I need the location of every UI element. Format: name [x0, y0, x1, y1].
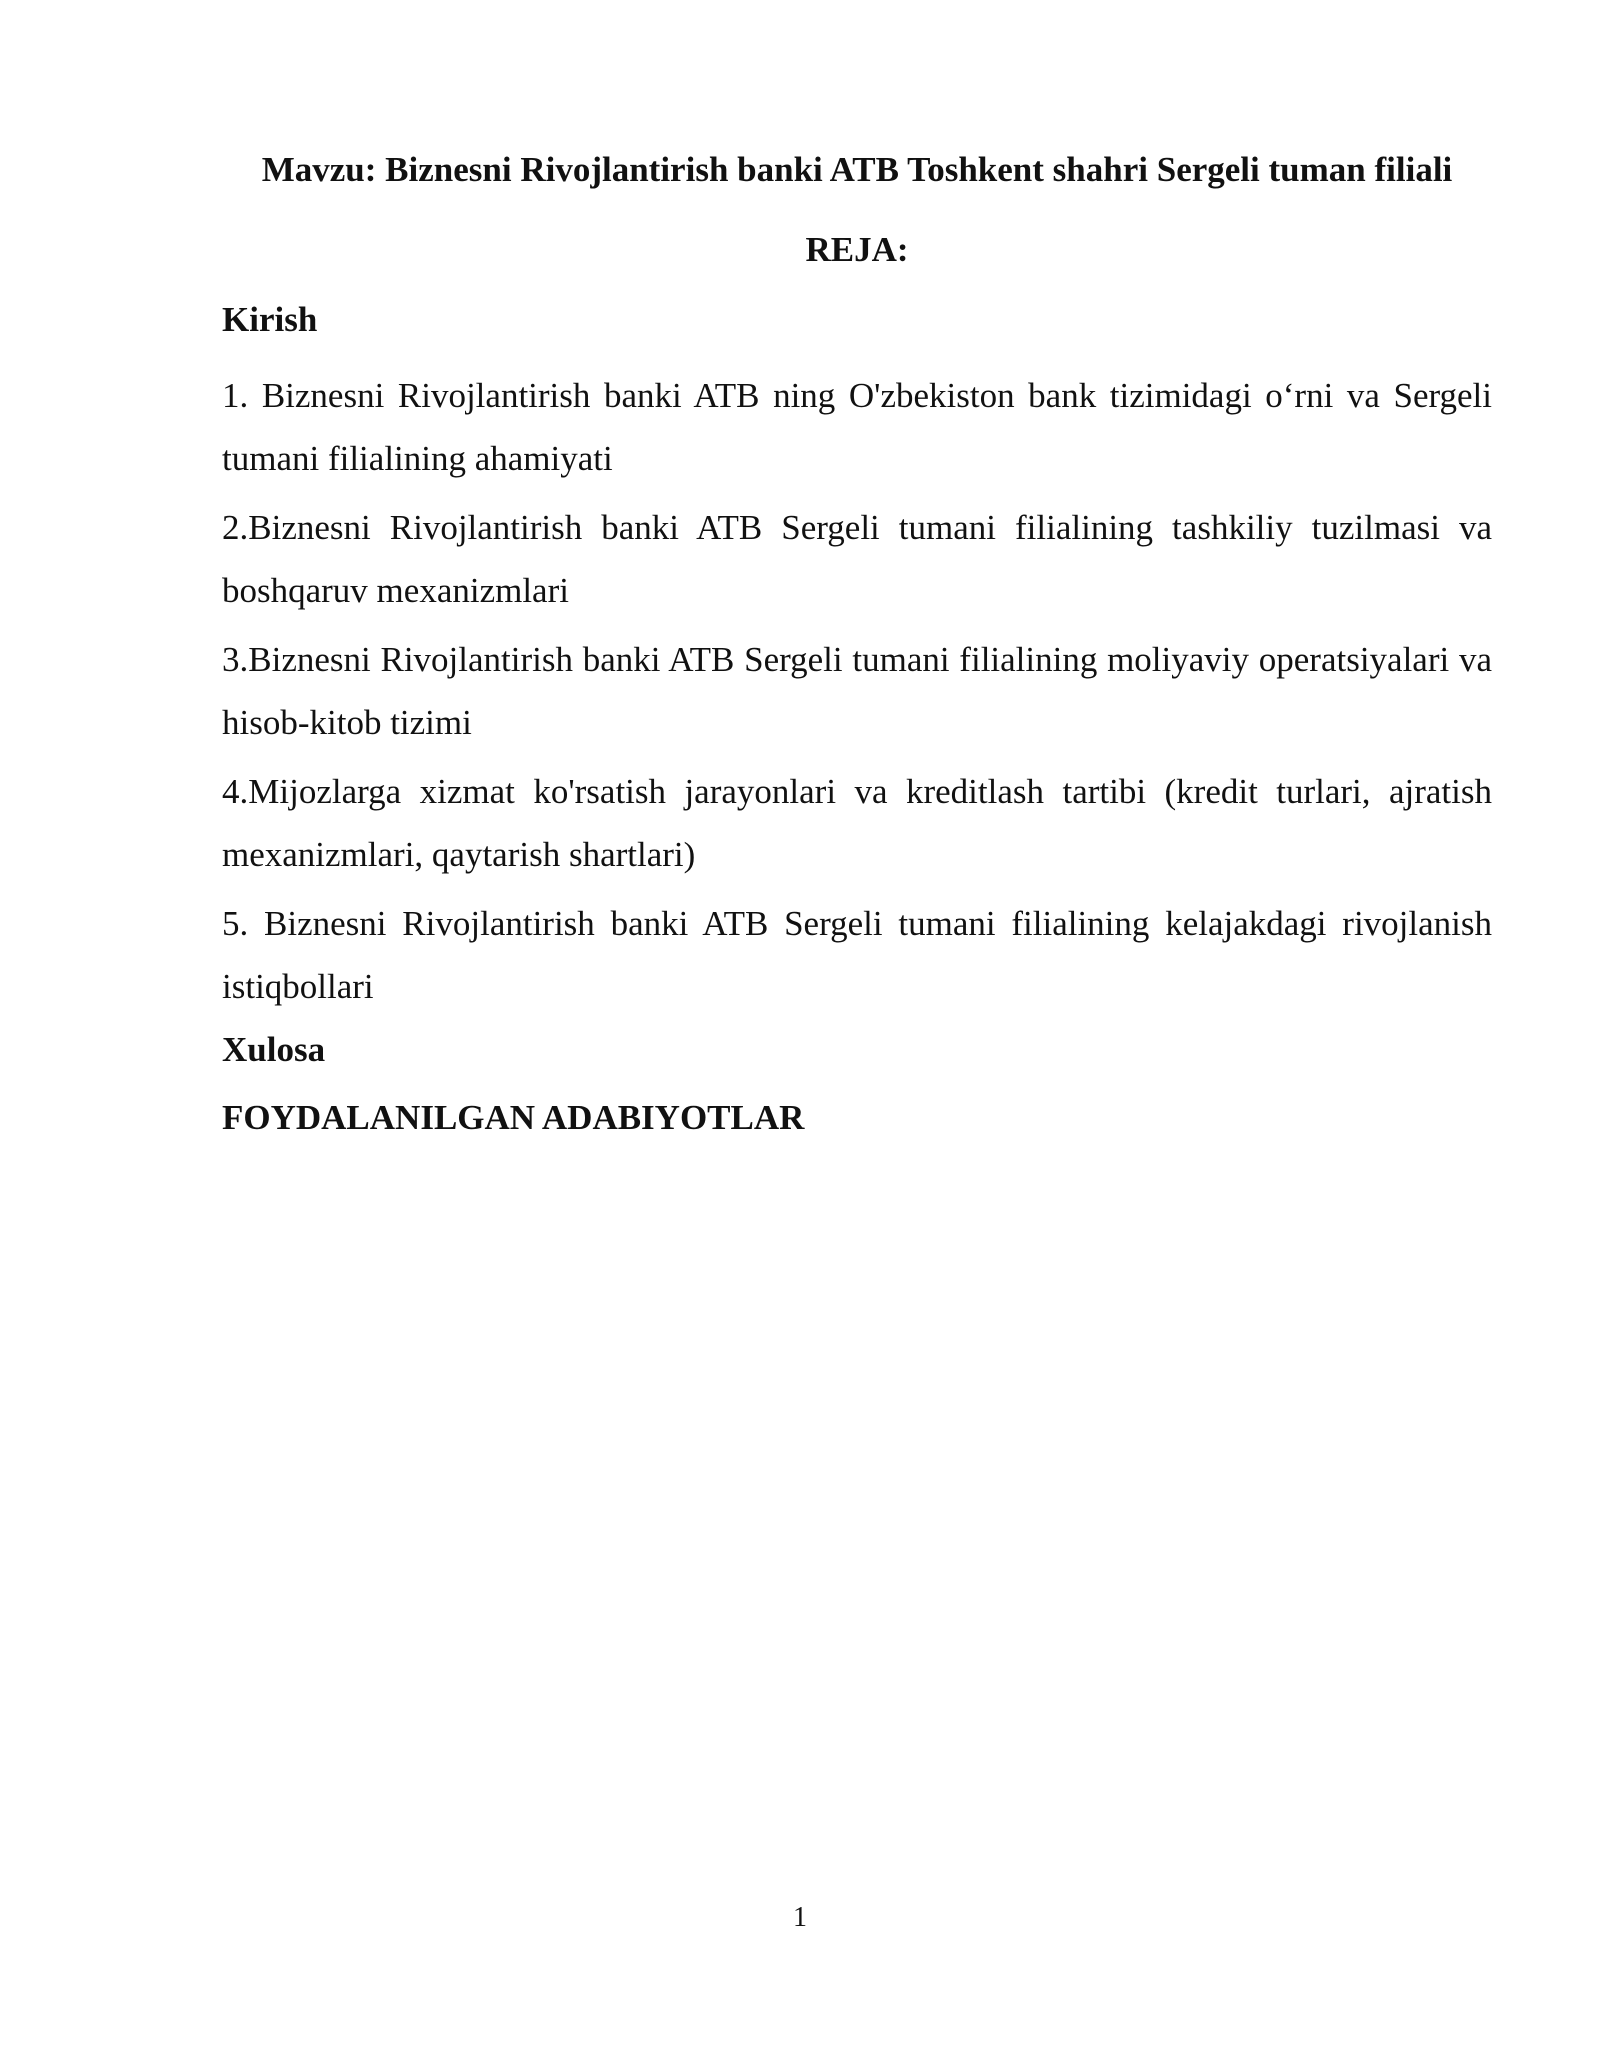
plan-item-5: 5. Biznesni Rivojlantirish banki ATB Sergeli tumani filialining kelajakdagi rivojlanish istiqbollari	[222, 904, 1492, 1006]
plan-item-2: 2.Biznesni Rivojlantirish banki ATB Sergeli tumani filialining tashkiliy tuzilmasi va boshqaruv mexanizmlari	[222, 508, 1492, 610]
plan-content	[222, 296, 1492, 1162]
document-title: Mavzu: Biznesni Rivojlantirish banki ATB Toshkent shahri Sergeli tuman filiali	[261, 150, 1453, 189]
plan-heading: REJA:	[805, 230, 909, 269]
page-number: 1	[793, 1902, 807, 1933]
intro-heading: Kirish	[222, 300, 318, 339]
references-heading: FOYDALANILGAN ADABIYOTLAR	[222, 1098, 805, 1137]
plan-item-1: 1. Biznesni Rivojlantirish banki ATB ning O'zbekiston bank tizimidagi o‘rni va Sergeli tumani filialining ahamiyati	[222, 376, 1492, 478]
conclusion-heading: Xulosa	[222, 1030, 326, 1069]
plan-item-4: 4.Mijozlarga xizmat ko'rsatish jarayonlari va kreditlash tartibi (kredit turlari, ajratish mexanizmlari, qaytarish shartlari)	[222, 772, 1492, 874]
plan-item-3: 3.Biznesni Rivojlantirish banki ATB Sergeli tumani filialining moliyaviy operatsiyalari va hisob-kitob tizimi	[222, 640, 1492, 742]
